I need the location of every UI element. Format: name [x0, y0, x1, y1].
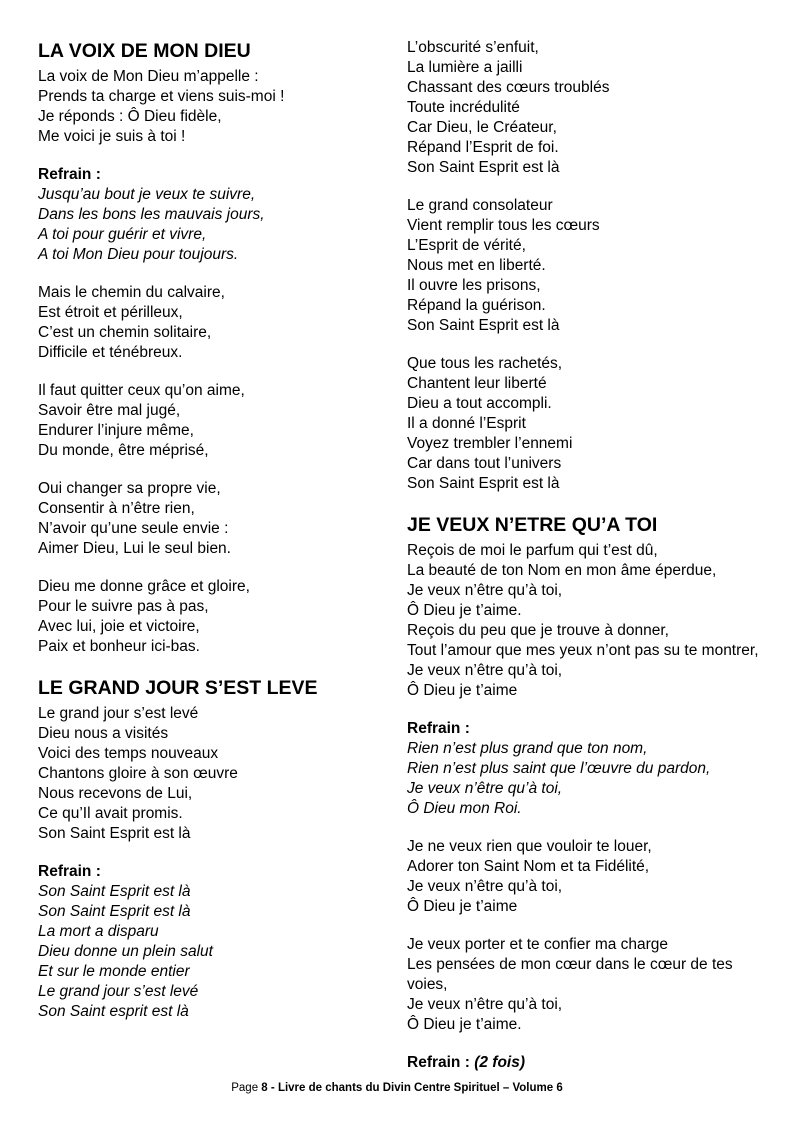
lyric-line: Endurer l’injure même, [38, 422, 194, 439]
lyric-line: Les pensées de mon cœur dans le cœur de tes voies, [407, 956, 733, 993]
refrain [38, 165, 383, 265]
lyric-line: Difficile et ténébreux. [38, 344, 183, 361]
lyric-line: Car dans tout l’univers [407, 455, 562, 472]
lyric-line: Est étroit et périlleux, [38, 304, 183, 321]
lyric-line: C’est un chemin solitaire, [38, 324, 212, 341]
lyric-line: Chantons gloire à son œuvre [38, 765, 238, 782]
lyric-line: Consentir à n’être rien, [38, 500, 195, 517]
lyric-line: Ô Dieu je t’aime. [407, 602, 522, 619]
lyric-line: Je réponds : Ô Dieu fidèle, [38, 108, 222, 125]
lyric-line: Je veux n’être qu’à toi, [407, 780, 563, 797]
lyric-line: Son Saint Esprit est là [407, 317, 560, 334]
lyric-line: Prends ta charge et viens suis-moi ! [38, 88, 285, 105]
lyric-line: Rien n’est plus saint que l’œuvre du pardon, [407, 760, 711, 777]
refrain-label: Refrain : [407, 1054, 470, 1071]
lyric-line: Savoir être mal jugé, [38, 402, 181, 419]
lyric-line: Que tous les rachetés, [407, 355, 563, 372]
lyric-line: Ce qu’Il avait promis. [38, 805, 183, 822]
stanza [407, 354, 777, 494]
stanza [38, 577, 383, 657]
lyric-line: Je veux n’être qu’à toi, [407, 878, 563, 895]
closing-refrain [407, 1053, 777, 1073]
lyric-line: Son Saint Esprit est là [407, 159, 560, 176]
lyric-line: Nous met en liberté. [407, 257, 546, 274]
refrain-label: Refrain : [38, 166, 101, 183]
stanza [407, 196, 777, 336]
lyric-line: Adorer ton Saint Nom et ta Fidélité, [407, 858, 650, 875]
lyric-line: La mort a disparu [38, 923, 159, 940]
lyric-line: Reçois de moi le parfum qui t’est dû, [407, 542, 658, 559]
lyric-line: Dieu donne un plein salut [38, 943, 213, 960]
lyric-line: Le grand jour s’est levé [38, 983, 199, 1000]
lyric-line: La voix de Mon Dieu m’appelle : [38, 68, 259, 85]
song [38, 38, 383, 657]
lyric-line: Son Saint Esprit est là [38, 825, 191, 842]
lyric-line: Dieu a tout accompli. [407, 395, 552, 412]
song-title: JE VEUX N’ETRE QU’A TOI [407, 514, 658, 536]
song-title: LA VOIX DE MON DIEU [38, 40, 251, 62]
lyric-line: Pour le suivre pas à pas, [38, 598, 209, 615]
lyric-line: L’Esprit de vérité, [407, 237, 526, 254]
lyric-line: Dieu me donne grâce et gloire, [38, 578, 250, 595]
song-title: LE GRAND JOUR S’EST LEVE [38, 677, 318, 699]
stanza [407, 541, 777, 701]
stanza [407, 38, 777, 178]
lyric-line: N’avoir qu’une seule envie : [38, 520, 229, 537]
lyric-line: Me voici je suis à toi ! [38, 128, 186, 145]
lyric-line: Le grand jour s’est levé [38, 705, 199, 722]
left-column [38, 38, 383, 1040]
lyric-line: Il a donné l’Esprit [407, 415, 526, 432]
lyric-line: Je veux n’être qu’à toi, [407, 996, 563, 1013]
lyric-line: Ô Dieu je t’aime [407, 682, 518, 699]
lyric-line: Je veux n’être qu’à toi, [407, 662, 563, 679]
lyric-line: Voici des temps nouveaux [38, 745, 219, 762]
lyric-line: Nous recevons de Lui, [38, 785, 193, 802]
stanza [38, 283, 383, 363]
lyric-line: Reçois du peu que je trouve à donner, [407, 622, 669, 639]
lyric-line: Ô Dieu je t’aime. [407, 1016, 522, 1033]
refrain-repeat-note: (2 fois) [474, 1054, 525, 1071]
refrain-label: Refrain : [407, 720, 470, 737]
lyric-line: Du monde, être méprisé, [38, 442, 209, 459]
lyric-line: La lumière a jailli [407, 59, 523, 76]
refrain-label: Refrain : [38, 863, 101, 880]
lyric-line: Oui changer sa propre vie, [38, 480, 221, 497]
lyric-line: Son Saint esprit est là [38, 1003, 189, 1020]
footer-separator: - [267, 1082, 278, 1094]
lyric-line: Chassant des cœurs troublés [407, 79, 610, 96]
page-footer [0, 1081, 794, 1095]
lyric-line: Paix et bonheur ici-bas. [38, 638, 200, 655]
lyric-line: Son Saint Esprit est là [38, 903, 191, 920]
lyric-line: Dieu nous a visités [38, 725, 169, 742]
refrain [38, 862, 383, 1022]
lyric-line: Son Saint Esprit est là [38, 883, 191, 900]
lyric-line: Mais le chemin du calvaire, [38, 284, 225, 301]
lyric-line: Son Saint Esprit est là [407, 475, 560, 492]
footer-page-number: 8 [261, 1082, 268, 1094]
lyric-line: Chantent leur liberté [407, 375, 547, 392]
lyric-line: Répand la guérison. [407, 297, 546, 314]
lyric-line: Dans les bons les mauvais jours, [38, 206, 265, 223]
refrain [407, 719, 777, 819]
lyric-line: Et sur le monde entier [38, 963, 190, 980]
lyric-line: Tout l’amour que mes yeux n’ont pas su te montrer, [407, 642, 759, 659]
song [407, 512, 777, 1073]
lyric-line: Il faut quitter ceux qu’on aime, [38, 382, 245, 399]
stanza [38, 704, 383, 844]
lyric-line: Toute incrédulité [407, 99, 520, 116]
lyric-line: Jusqu’au bout je veux te suivre, [38, 186, 256, 203]
lyric-line: Répand l’Esprit de foi. [407, 139, 559, 156]
lyric-line: Ô Dieu je t’aime [407, 898, 518, 915]
right-column [407, 38, 777, 1091]
song [407, 38, 777, 494]
lyric-line: Il ouvre les prisons, [407, 277, 541, 294]
lyric-line: La beauté de ton Nom en mon âme éperdue, [407, 562, 717, 579]
lyric-line: Je veux n’être qu’à toi, [407, 582, 563, 599]
stanza [407, 935, 777, 1035]
lyric-line: Car Dieu, le Créateur, [407, 119, 557, 136]
footer-prefix: Page [231, 1082, 262, 1094]
stanza [407, 837, 777, 917]
song [38, 675, 383, 1022]
stanza [38, 381, 383, 461]
lyric-line: A toi Mon Dieu pour toujours. [38, 246, 239, 263]
lyric-line: Je ne veux rien que vouloir te louer, [407, 838, 652, 855]
lyric-line: Rien n’est plus grand que ton nom, [407, 740, 648, 757]
lyric-line: Vient remplir tous les cœurs [407, 217, 600, 234]
stanza [38, 479, 383, 559]
lyric-line: A toi pour guérir et vivre, [38, 226, 207, 243]
lyric-line: Ô Dieu mon Roi. [407, 800, 522, 817]
footer-book-title: Livre de chants du Divin Centre Spirituel – Volume 6 [277, 1082, 563, 1094]
lyric-line: L’obscurité s’enfuit, [407, 39, 539, 56]
lyric-line: Avec lui, joie et victoire, [38, 618, 200, 635]
lyric-line: Le grand consolateur [407, 197, 553, 214]
lyric-line: Voyez trembler l’ennemi [407, 435, 573, 452]
stanza [38, 67, 383, 147]
lyric-line: Je veux porter et te confier ma charge [407, 936, 669, 953]
lyric-line: Aimer Dieu, Lui le seul bien. [38, 540, 231, 557]
